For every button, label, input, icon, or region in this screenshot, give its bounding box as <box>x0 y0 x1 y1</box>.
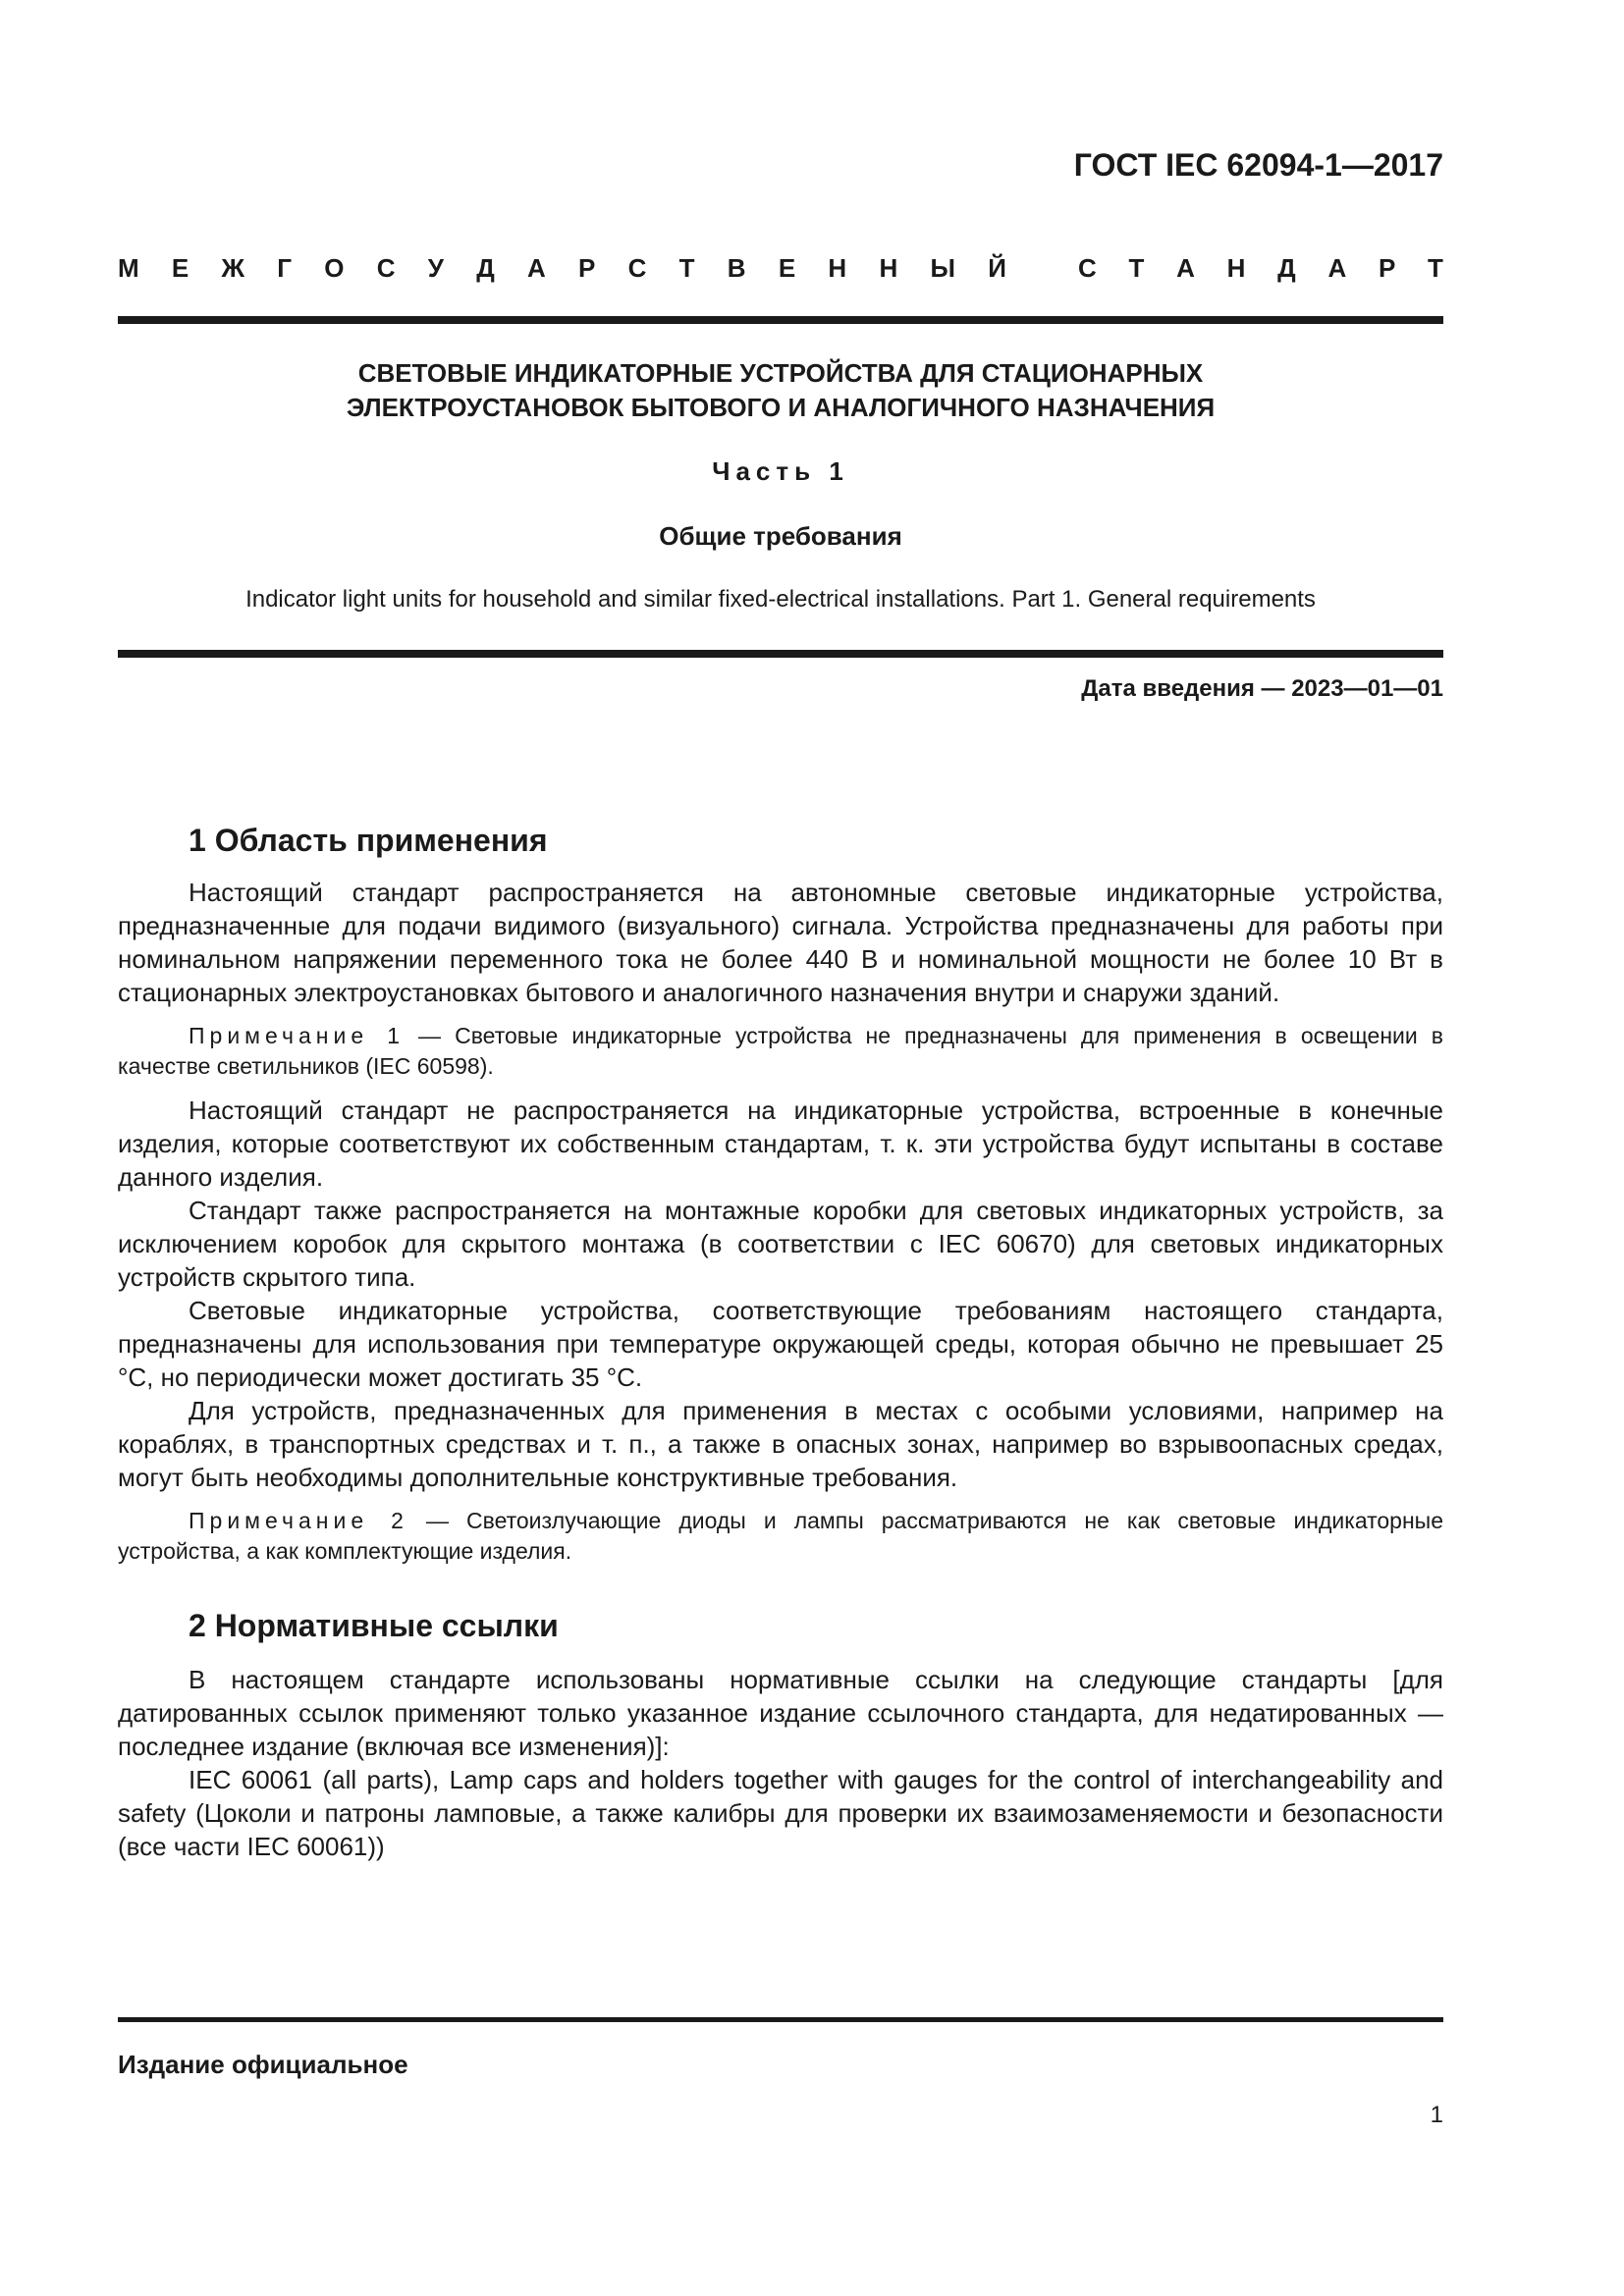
letter: Н <box>1226 253 1246 283</box>
letter: Д <box>476 253 495 283</box>
section-1-heading: 1 Область применения <box>189 823 548 858</box>
bottom-rule <box>118 2017 1443 2022</box>
note-2-label: Примечание 2 <box>189 1508 408 1533</box>
introduction-date: Дата введения — 2023—01—01 <box>1081 675 1443 702</box>
letter: А <box>1327 253 1347 283</box>
subtitle: Общие требования <box>659 521 902 551</box>
letter: М <box>118 253 139 283</box>
note-1 <box>118 1021 1443 1082</box>
interstate-standard-label <box>118 253 1443 284</box>
letter: Ы <box>930 253 955 283</box>
letter: Н <box>879 253 898 283</box>
section-1-paragraph: Настоящий стандарт распространяется на автономные световые индикаторные устройства, предназначенные для подачи видимого (визуального) сигнала. Устройства предназначены для работы при номинальном напряжении переменного тока не более 440 В и номинальной мощности не более 10 Вт в стационарных электроустановках бытового и аналогичного назначения внутри и снаружи зданий. <box>118 878 1443 1007</box>
title-line-2: ЭЛЕКТРОУСТАНОВОК БЫТОВОГО И АНАЛОГИЧНОГО НАЗНАЧЕНИЯ <box>346 393 1216 422</box>
section-1-paragraph: Настоящий стандарт не распространяется на индикаторные устройства, встроенные в конечные изделия, которые соответствуют их собственным стандартам, т. к. эти устройства будут испытаны в составе данного изделия. <box>118 1095 1443 1192</box>
section-2-heading: 2 Нормативные ссылки <box>189 1608 559 1643</box>
standard-word <box>1078 253 1443 284</box>
section-1-paragraph: Для устройств, предназначенных для применения в местах с особыми условиями, например на кораблях, в транспортных средствах и т. п., а также в опасных зонах, например во взрывоопасных средах, могут быть необходимы дополнительные конструктивные требования. <box>118 1396 1443 1492</box>
letter: В <box>727 253 746 283</box>
document-code: ГОСТ IEC 62094-1—2017 <box>1073 147 1443 183</box>
letter: У <box>427 253 444 283</box>
part-label: Часть 1 <box>712 456 849 486</box>
letter: А <box>1176 253 1195 283</box>
english-title: Indicator light units for household and similar fixed-electrical installations. Part 1. General requirements <box>245 586 1316 613</box>
middle-rule <box>118 650 1443 658</box>
section-1-paragraph: Стандарт также распространяется на монтажные коробки для световых индикаторных устройств, за исключением коробок для скрытого монтажа (в соответствии с IEC 60670) для световых индикаторных устройств скрытого типа. <box>118 1196 1443 1292</box>
page-number: 1 <box>1430 2102 1443 2128</box>
section-2-paragraph: В настоящем стандарте использованы нормативные ссылки на следующие стандарты [для датированных ссылок применяют только указанное издание ссылочного стандарта, для недатированных — последнее издание (включая все изменения)]: <box>118 1665 1443 1761</box>
letter: А <box>527 253 546 283</box>
letter: С <box>1078 253 1097 283</box>
section-2-reference: IEC 60061 (all parts), Lamp caps and holders together with gauges for the control of interchangeability and safety (Цоколи и патроны ламповые, а также калибры для проверки их взаимозаменяемости и безопасности (все части IEC 60061)) <box>118 1765 1443 1861</box>
letter: Т <box>678 253 695 283</box>
letter: Ж <box>221 253 245 283</box>
title-block <box>118 356 1443 613</box>
official-edition-label: Издание официальное <box>118 2050 408 2079</box>
note-1-text: — Световые индикаторные устройства не предназначены для применения в освещении в качестве светильников (IEC 60598). <box>118 1023 1443 1079</box>
letter: Н <box>828 253 847 283</box>
document-body <box>118 819 1443 1863</box>
letter: Е <box>171 253 189 283</box>
letter: С <box>627 253 647 283</box>
letter: Й <box>988 253 1006 283</box>
document-page <box>118 0 1443 2296</box>
top-rule <box>118 316 1443 324</box>
note-1-label: Примечание 1 <box>189 1023 405 1048</box>
letter: Р <box>1378 253 1396 283</box>
letter: Г <box>277 253 293 283</box>
letter: Е <box>778 253 796 283</box>
note-2 <box>118 1506 1443 1567</box>
letter: Р <box>578 253 596 283</box>
section-1-paragraph: Световые индикаторные устройства, соответствующие требованиям настоящего стандарта, предназначены для использования при температуре окружающей среды, которая обычно не превышает 25 °С, но периодически может достигать 35 °С. <box>118 1296 1443 1392</box>
letter: Т <box>1428 253 1443 283</box>
letter: Д <box>1277 253 1296 283</box>
letter: О <box>324 253 345 283</box>
interstate-word <box>118 253 1006 284</box>
letter: Т <box>1128 253 1145 283</box>
letter: С <box>376 253 396 283</box>
title-line-1: СВЕТОВЫЕ ИНДИКАТОРНЫЕ УСТРОЙСТВА ДЛЯ СТАЦИОНАРНЫХ <box>357 358 1204 388</box>
note-2-text: — Светоизлучающие диоды и лампы рассматриваются не как световые индикаторные устройства, а как комплектующие изделия. <box>118 1508 1443 1564</box>
